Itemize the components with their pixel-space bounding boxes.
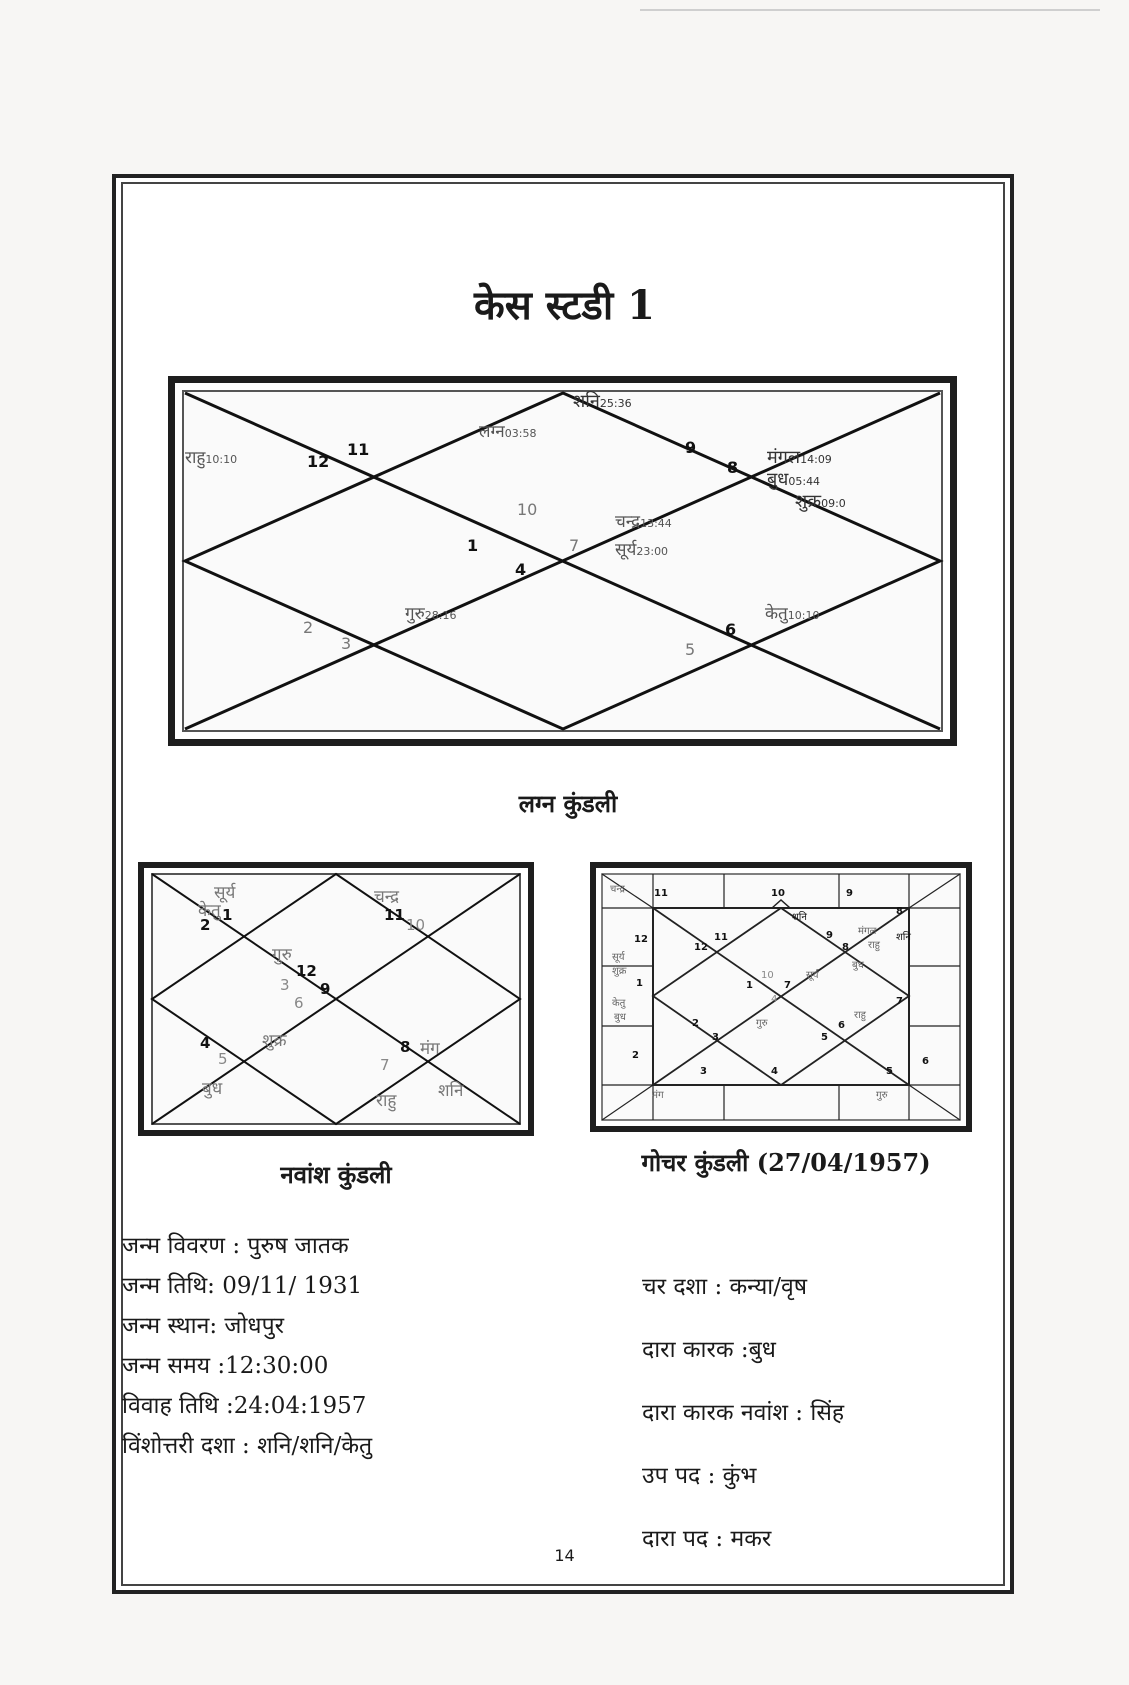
house-number: 3: [280, 976, 290, 994]
house-number: 10: [771, 888, 785, 899]
dasha-info-line: चर दशा : कन्या/वृष: [642, 1274, 808, 1300]
planet-label: बुध: [202, 1079, 223, 1099]
planet-name: सूर्य: [615, 540, 637, 560]
house-number: 4: [771, 994, 778, 1005]
house-number: 4: [200, 1034, 211, 1052]
house-number: 6: [922, 1056, 929, 1067]
gochar-chart-svg: [596, 868, 966, 1126]
house-number: 10: [761, 970, 774, 981]
planet-label: बुध: [614, 1012, 626, 1023]
planet-name: मंगल: [767, 447, 801, 468]
house-number: 11: [384, 906, 405, 924]
house-number: 8: [727, 458, 739, 477]
planet-name: राहु: [185, 448, 206, 468]
planet-label: शुक्र: [612, 966, 627, 977]
house-number: 1: [222, 906, 233, 924]
house-number: 10: [406, 916, 426, 934]
house-number: 9: [685, 438, 697, 457]
planet-label: शनि: [438, 1081, 464, 1101]
house-number: 11: [714, 932, 728, 943]
planet-degree: 10:10: [787, 609, 820, 622]
house-number: 9: [826, 930, 833, 941]
planet-name: लग्न: [479, 422, 505, 442]
birth-info-line: जन्म समय :12:30:00: [122, 1353, 329, 1379]
planet-label: सूर्य: [214, 883, 236, 903]
planet-label: शुक्र: [262, 1031, 287, 1051]
planet-name: शनि: [573, 391, 600, 412]
house-number: 6: [838, 1020, 845, 1031]
house-number: 3: [341, 634, 352, 653]
house-number: 1: [636, 978, 643, 989]
planet-label: सूर्य: [612, 952, 625, 963]
planet-label: मंग: [652, 1090, 664, 1101]
page-number: 14: [554, 1546, 575, 1565]
planet-label: राहु: [376, 1091, 397, 1111]
planet-label: सूर्य: [806, 970, 819, 981]
top-rule: [640, 9, 1100, 11]
birth-info-block: [122, 1226, 372, 1466]
planet-name: शुक्र: [795, 491, 822, 512]
house-number: 8: [400, 1038, 411, 1056]
house-number: 6: [725, 620, 737, 639]
planet-label: बुध: [852, 960, 864, 971]
house-number: 9: [846, 888, 853, 899]
planet-degree: 05:44: [788, 475, 821, 488]
house-number: 10: [517, 500, 538, 519]
house-number: 1: [467, 536, 479, 555]
house-number: 7: [569, 536, 580, 555]
dasha-info-line: उप पद : कुंभ: [642, 1463, 757, 1489]
planet-label: शनि: [896, 932, 911, 943]
house-number: 3: [700, 1066, 707, 1077]
planet-name: गुरु: [405, 604, 425, 624]
planet-label: गुरु: [876, 1090, 888, 1101]
house-number: 12: [694, 942, 708, 953]
house-number: 3: [712, 1032, 719, 1043]
house-number: 2: [692, 1018, 699, 1029]
house-number: 7: [380, 1056, 390, 1074]
dasha-info-line: दारा कारक नवांश : सिंह: [642, 1400, 845, 1426]
house-number: 5: [886, 1066, 893, 1077]
dasha-info-block: [642, 1256, 844, 1571]
house-number: 5: [685, 640, 696, 659]
house-number: 12: [296, 962, 317, 980]
gochar-caption: गोचर कुंडली (27/04/1957): [641, 1148, 931, 1177]
house-number: 11: [654, 888, 668, 899]
house-number: 7: [896, 996, 903, 1007]
house-number: 12: [307, 452, 330, 471]
house-number: 4: [515, 560, 527, 579]
planet-degree: 23:00: [636, 545, 669, 558]
planet-label: गुरु: [272, 945, 292, 965]
planet-label: मंग: [420, 1039, 440, 1059]
dasha-info-line: दारा पद : मकर: [642, 1526, 772, 1552]
house-number: 8: [842, 942, 849, 953]
planet-degree: 09:0: [821, 497, 846, 510]
birth-info-line: जन्म विवरण : पुरुष जातक: [122, 1233, 349, 1259]
house-number: 5: [821, 1032, 828, 1043]
birth-info-line: विवाह तिथि :24:04:1957: [122, 1393, 367, 1419]
planet-label: मंगल: [858, 926, 877, 937]
house-number: 12: [634, 934, 648, 945]
planet-name: चन्द्र: [615, 512, 641, 532]
house-number: 4: [771, 1066, 778, 1077]
lagna-caption: लग्न कुंडली: [518, 789, 618, 818]
planet-degree: 03:58: [504, 427, 537, 440]
navamsha-caption: नवांश कुंडली: [280, 1160, 392, 1189]
planet-degree: 13:44: [640, 517, 672, 530]
lagna-chart-svg: [175, 383, 950, 739]
navamsha-chart-svg: [144, 868, 528, 1130]
planet-degree: 14:09: [800, 453, 832, 466]
house-number: 7: [784, 980, 791, 991]
planet-label: चन्द्र: [374, 887, 400, 907]
birth-info-line: जन्म स्थान: जोधपुर: [122, 1313, 285, 1339]
planet-label: चन्द्र: [610, 884, 625, 895]
lagna-kundali-chart: [168, 376, 957, 746]
planet-degree: 25:36: [599, 397, 632, 410]
birth-info-line: जन्म तिथि: 09/11/ 1931: [122, 1273, 363, 1299]
house-number: 5: [218, 1050, 228, 1068]
planet-label: केतु: [612, 998, 626, 1009]
house-number: 6: [294, 994, 304, 1012]
dasha-info-line: दारा कारक :बुध: [642, 1337, 776, 1363]
house-number: 2: [200, 916, 211, 934]
house-number: 8: [896, 906, 903, 917]
planet-name: बुध: [767, 469, 789, 490]
planet-label: शनि: [792, 912, 807, 923]
planet-label: केतु: [198, 901, 221, 921]
house-number: 2: [303, 618, 314, 637]
page-title: केस स्टडी 1: [474, 282, 655, 329]
navamsha-kundali-chart: [138, 862, 534, 1136]
house-number: 2: [632, 1050, 639, 1061]
planet-label: राहु: [868, 940, 880, 951]
birth-info-line: विंशोत्तरी दशा : शनि/शनि/केतु: [122, 1433, 373, 1459]
house-number: 1: [746, 980, 753, 991]
planet-name: केतु: [765, 604, 788, 624]
gochar-kundali-chart: [590, 862, 972, 1132]
house-number: 11: [347, 440, 370, 459]
planet-degree: 28:16: [424, 609, 457, 622]
planet-label: गुरु: [756, 1018, 768, 1029]
house-number: 9: [320, 980, 331, 998]
planet-degree: 10:10: [205, 453, 238, 466]
planet-label: राहु: [854, 1010, 866, 1021]
